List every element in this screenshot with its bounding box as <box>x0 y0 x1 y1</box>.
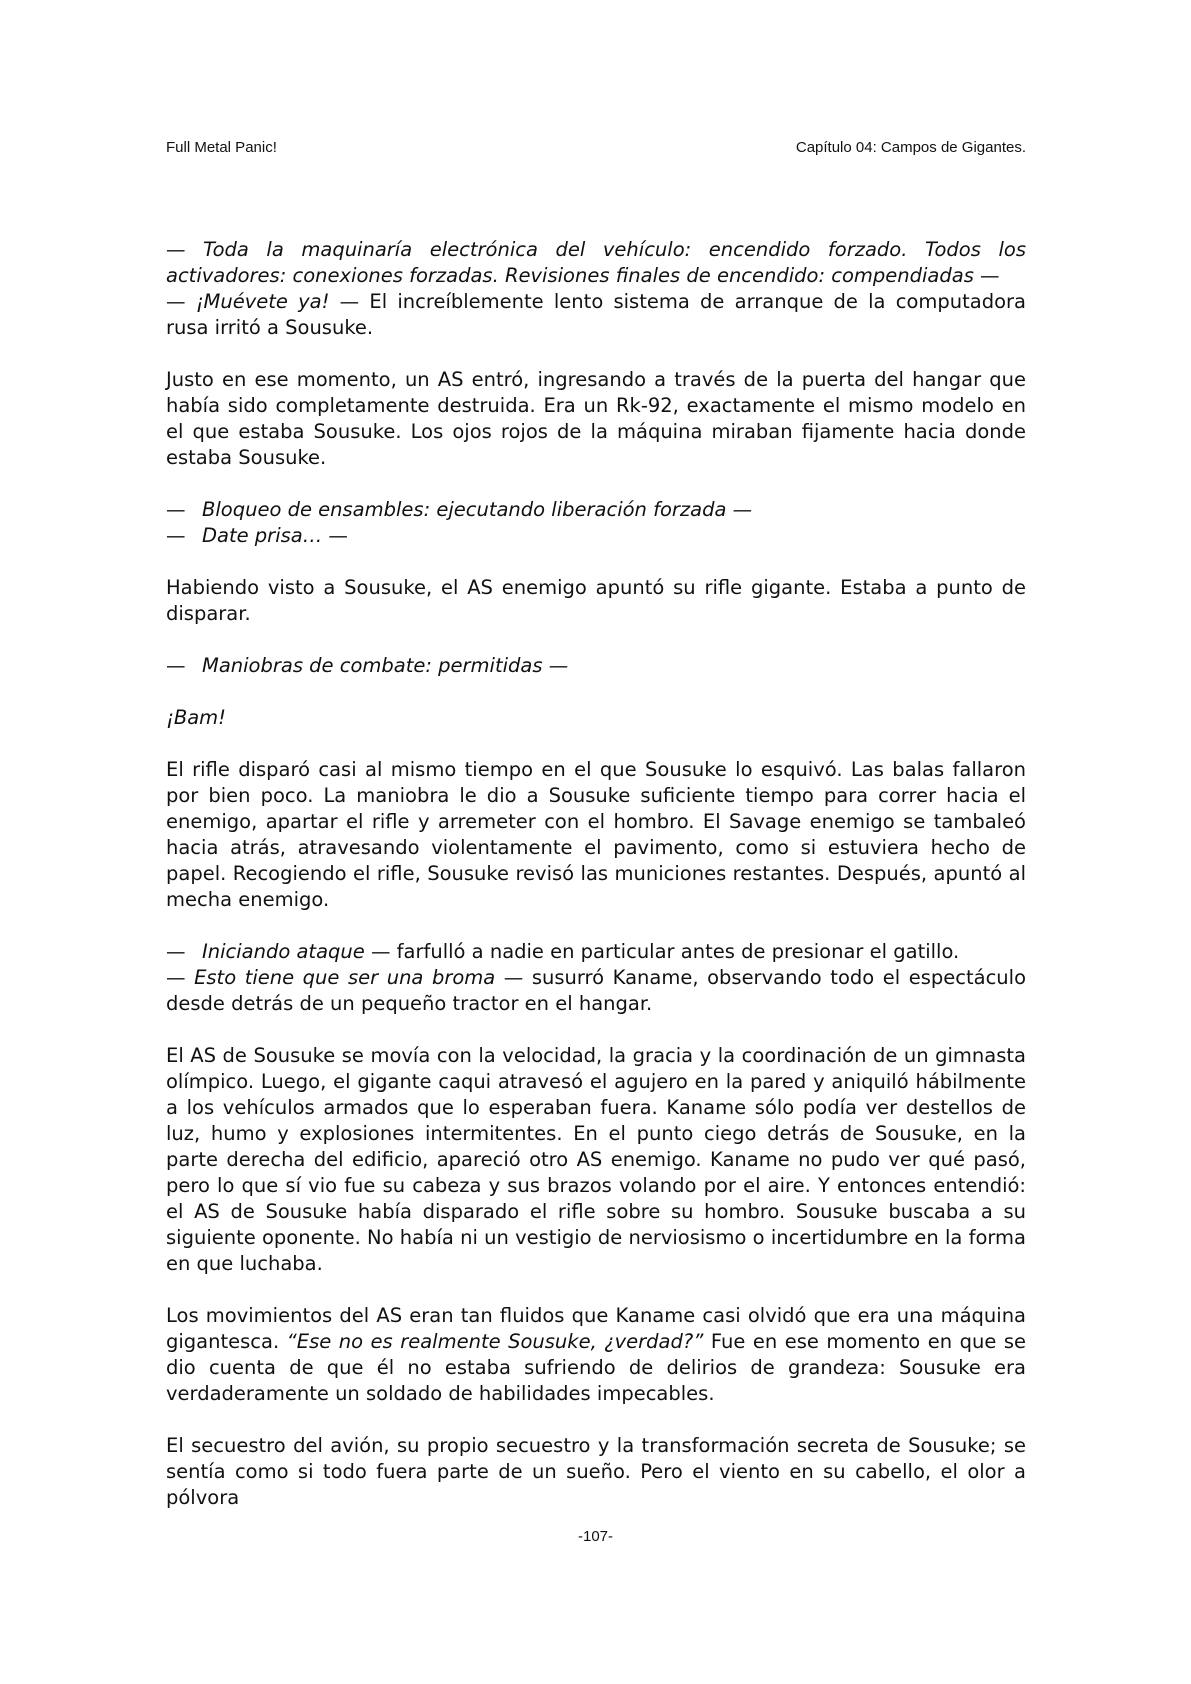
paragraph-system-message: — Toda la maquinaría electrónica del vehículo: encendido forzado. Todos los activadores: conexiones forzadas. Revisiones finales de encendido: compendiadas — <box>166 238 1026 287</box>
paragraph-gymnast: El AS de Sousuke se movía con la velocidad, la gracia y la coordinación de un gimnasta olímpico. Luego, el gigante caqui atravesó el agujero en la pared y aniquiló hábilmente a los vehículos armados que lo esperaban fuera. Kaname sólo podía ver destellos de luz, humo y explosiones intermitentes. En el punto ciego detrás de Sousuke, en la parte derecha del edificio, apareció otro AS enemigo. Kaname no pudo ver qué pasó, pero lo que sí vio fue su cabeza y sus brazos volando por el aire. Y entonces entendió: el AS de Sousuke había disparado el rifle sobre su hombro. Sousuke buscaba a su siguiente oponente. No había ni un vestigio de nerviosismo o incertidumbre en la forma en que luchaba. <box>166 1044 1026 1275</box>
paragraph-enemy-aims: Habiendo visto a Sousuke, el AS enemigo apuntó su rifle gigante. Estaba a punto de disparar. <box>166 576 1026 625</box>
running-header-chapter: Capítulo 04: Campos de Gigantes. <box>795 139 1026 156</box>
paragraph-dialogue-move: — ¡Muévete ya! — El increíblemente lento sistema de arranque de la computadora rusa irritó a Sousuke. <box>166 290 1026 339</box>
line-this-must-be-a-joke: — Esto tiene que ser una broma — susurró Kaname, observando todo el espectáculo desde detrás de un pequeño tractor en el hangar. <box>166 966 1027 1015</box>
page-number: -107- <box>577 1528 614 1545</box>
line-initiating-attack: — Iniciando ataque — farfulló a nadie en particular antes de presionar el gatillo. <box>166 940 960 963</box>
line-combat-maneuvers: — Maniobras de combate: permitidas — <box>166 654 569 677</box>
line-hurry: — Date prisa… — <box>166 524 348 547</box>
paragraph-fluid-movements: Los movimientos del AS eran tan fluidos que Kaname casi olvidó que era una máquina gigantesca. “Ese no es realmente Sousuke, ¿verdad?” Fue en ese momento en que se dio cuenta de que él no estaba sufriendo de delirios de grandeza: Sousuke era verdaderamente un soldado de habilidades impecables. <box>166 1304 1026 1405</box>
line-lock-release: — Bloqueo de ensambles: ejecutando liberación forzada — <box>166 498 753 521</box>
paragraph-kidnapping: El secuestro del avión, su propio secuestro y la transformación secreta de Sousuke; se sentía como si todo fuera parte de un sueño. Pero el viento en su cabello, el olor a pólvora <box>166 1434 1026 1509</box>
body-text <box>166 237 1026 1537</box>
line-bam: ¡Bam! <box>166 706 226 729</box>
paragraph-rifle-fired: El rifle disparó casi al mismo tiempo en el que Sousuke lo esquivó. Las balas fallaron por bien poco. La maniobra le dio a Sousuke suficiente tiempo para correr hacia el enemigo, apartar el rifle y arremeter con el hombro. El Savage enemigo se tambaleó hacia atrás, atravesando violentamente el pavimento, como si estuviera hecho de papel. Recogiendo el rifle, Sousuke revisó las municiones restantes. Después, apuntó al mecha enemigo. <box>166 758 1026 911</box>
paragraph-enemy-enters: Justo en ese momento, un AS entró, ingresando a través de la puerta del hangar que había sido completamente destruida. Era un Rk-92, exactamente el mismo modelo en el que estaba Sousuke. Los ojos rojos de la máquina miraban fijamente hacia donde estaba Sousuke. <box>166 368 1026 469</box>
running-header-title: Full Metal Panic! <box>166 139 277 156</box>
